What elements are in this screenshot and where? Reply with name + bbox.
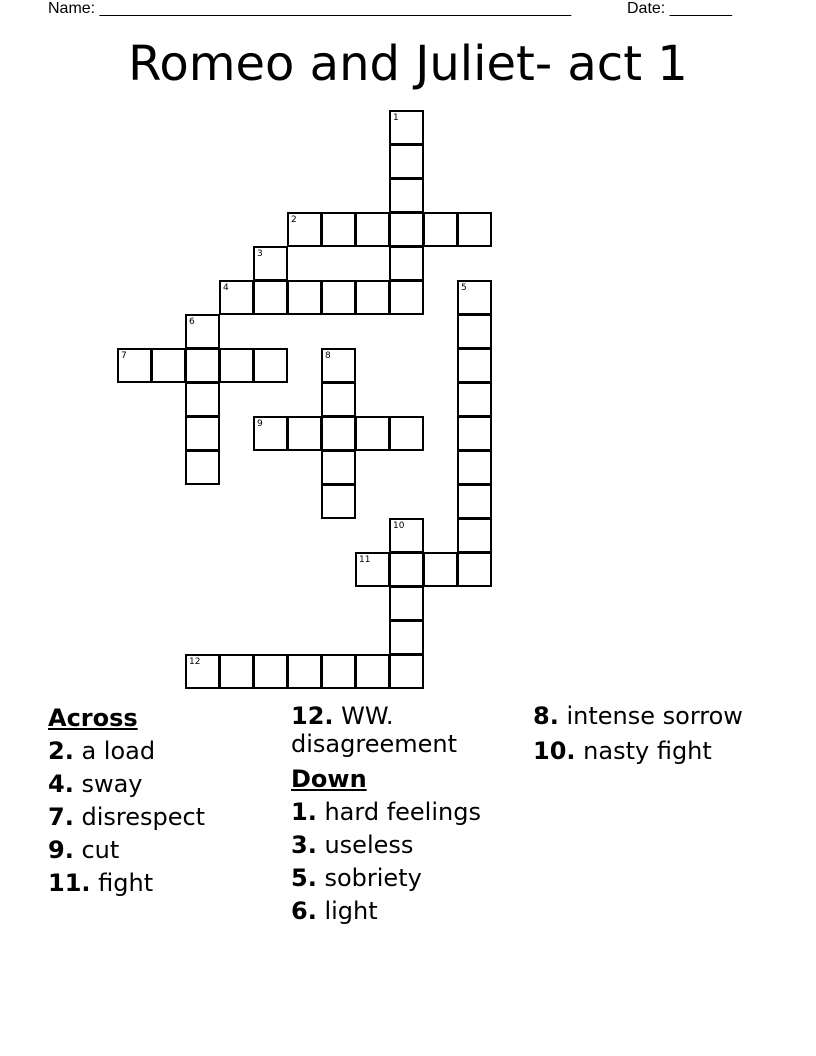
grid-cell[interactable]	[185, 450, 220, 485]
grid-cell[interactable]	[355, 552, 390, 587]
grid-cell[interactable]	[287, 654, 322, 689]
clue-number: 2	[291, 215, 297, 225]
across-clue: 11. fight	[48, 869, 154, 897]
grid-cell[interactable]	[219, 280, 254, 315]
across-clue: 4. sway	[48, 770, 143, 798]
grid-cell[interactable]	[423, 212, 458, 247]
grid-cell[interactable]	[151, 348, 186, 383]
across-heading: Across	[48, 704, 138, 732]
grid-cell[interactable]	[389, 620, 424, 655]
down-clue: 3. useless	[291, 831, 414, 859]
grid-cell[interactable]	[219, 348, 254, 383]
across-clue: 7. disrespect	[48, 803, 206, 831]
grid-cell[interactable]	[321, 654, 356, 689]
clue-number: 6	[189, 317, 195, 327]
down-clue: 8. intense sorrow	[533, 702, 743, 730]
grid-cell[interactable]	[389, 212, 424, 247]
grid-cell[interactable]	[321, 416, 356, 451]
grid-cell[interactable]	[457, 348, 492, 383]
date-field-label: Date: _______	[627, 0, 732, 17]
clue-number: 12	[189, 657, 201, 667]
grid-cell[interactable]	[389, 586, 424, 621]
grid-cell[interactable]	[355, 654, 390, 689]
clues-column-2	[291, 702, 516, 928]
grid-cell[interactable]	[185, 416, 220, 451]
grid-cell[interactable]	[185, 348, 220, 383]
grid-cell[interactable]	[389, 280, 424, 315]
grid-cell[interactable]	[355, 416, 390, 451]
grid-cell[interactable]	[389, 246, 424, 281]
grid-cell[interactable]	[457, 484, 492, 519]
grid-cell[interactable]	[389, 552, 424, 587]
clue-number: 4	[223, 283, 229, 293]
grid-cell[interactable]	[389, 178, 424, 213]
grid-cell[interactable]	[219, 654, 254, 689]
grid-cell[interactable]	[253, 348, 288, 383]
down-heading: Down	[291, 765, 367, 793]
grid-cell[interactable]	[185, 382, 220, 417]
clue-number: 9	[257, 419, 263, 429]
down-clue: 1. hard feelings	[291, 798, 481, 826]
down-clue: 5. sobriety	[291, 864, 422, 892]
grid-cell[interactable]	[287, 280, 322, 315]
down-clue: 10. nasty fight	[533, 737, 712, 765]
grid-cell[interactable]	[321, 348, 356, 383]
grid-cell[interactable]	[321, 450, 356, 485]
grid-cell[interactable]	[457, 552, 492, 587]
clue-number: 1	[393, 113, 399, 123]
grid-cell[interactable]	[253, 416, 288, 451]
clues-column-3	[533, 702, 773, 768]
grid-cell[interactable]	[321, 212, 356, 247]
grid-cell[interactable]	[389, 518, 424, 553]
grid-cell[interactable]	[253, 654, 288, 689]
clue-number: 11	[359, 555, 371, 565]
grid-cell[interactable]	[423, 552, 458, 587]
clue-number: 5	[461, 283, 467, 293]
grid-cell[interactable]	[253, 280, 288, 315]
grid-cell[interactable]	[389, 416, 424, 451]
grid-cell[interactable]	[457, 280, 492, 315]
grid-cell[interactable]	[389, 110, 424, 145]
grid-cell[interactable]	[457, 314, 492, 349]
grid-cell[interactable]	[253, 246, 288, 281]
page-title: Romeo and Juliet- act 1	[128, 36, 688, 92]
grid-cell[interactable]	[457, 416, 492, 451]
grid-cell[interactable]	[321, 280, 356, 315]
clue-number: 7	[121, 351, 127, 361]
across-clue: 9. cut	[48, 836, 120, 864]
down-clue: 6. light	[291, 897, 378, 925]
grid-cell[interactable]	[287, 416, 322, 451]
clues-column-1	[48, 702, 278, 900]
grid-cell[interactable]	[457, 518, 492, 553]
clue-number: 3	[257, 249, 263, 259]
grid-cell[interactable]	[185, 654, 220, 689]
grid-cell[interactable]	[355, 212, 390, 247]
across-clue: 2. a load	[48, 737, 156, 765]
grid-cell[interactable]	[389, 144, 424, 179]
grid-cell[interactable]	[457, 450, 492, 485]
across-clue: 12. WW. disagreement	[291, 702, 457, 758]
grid-cell[interactable]	[287, 212, 322, 247]
clue-number: 8	[325, 351, 331, 361]
grid-cell[interactable]	[321, 382, 356, 417]
grid-cell[interactable]	[321, 484, 356, 519]
grid-cell[interactable]	[117, 348, 152, 383]
grid-cell[interactable]	[185, 314, 220, 349]
grid-cell[interactable]	[457, 382, 492, 417]
name-field-label: Name: _____________________________________________________	[48, 0, 572, 17]
grid-cell[interactable]	[389, 654, 424, 689]
clue-number: 10	[393, 521, 405, 531]
grid-cell[interactable]	[355, 280, 390, 315]
grid-cell[interactable]	[457, 212, 492, 247]
